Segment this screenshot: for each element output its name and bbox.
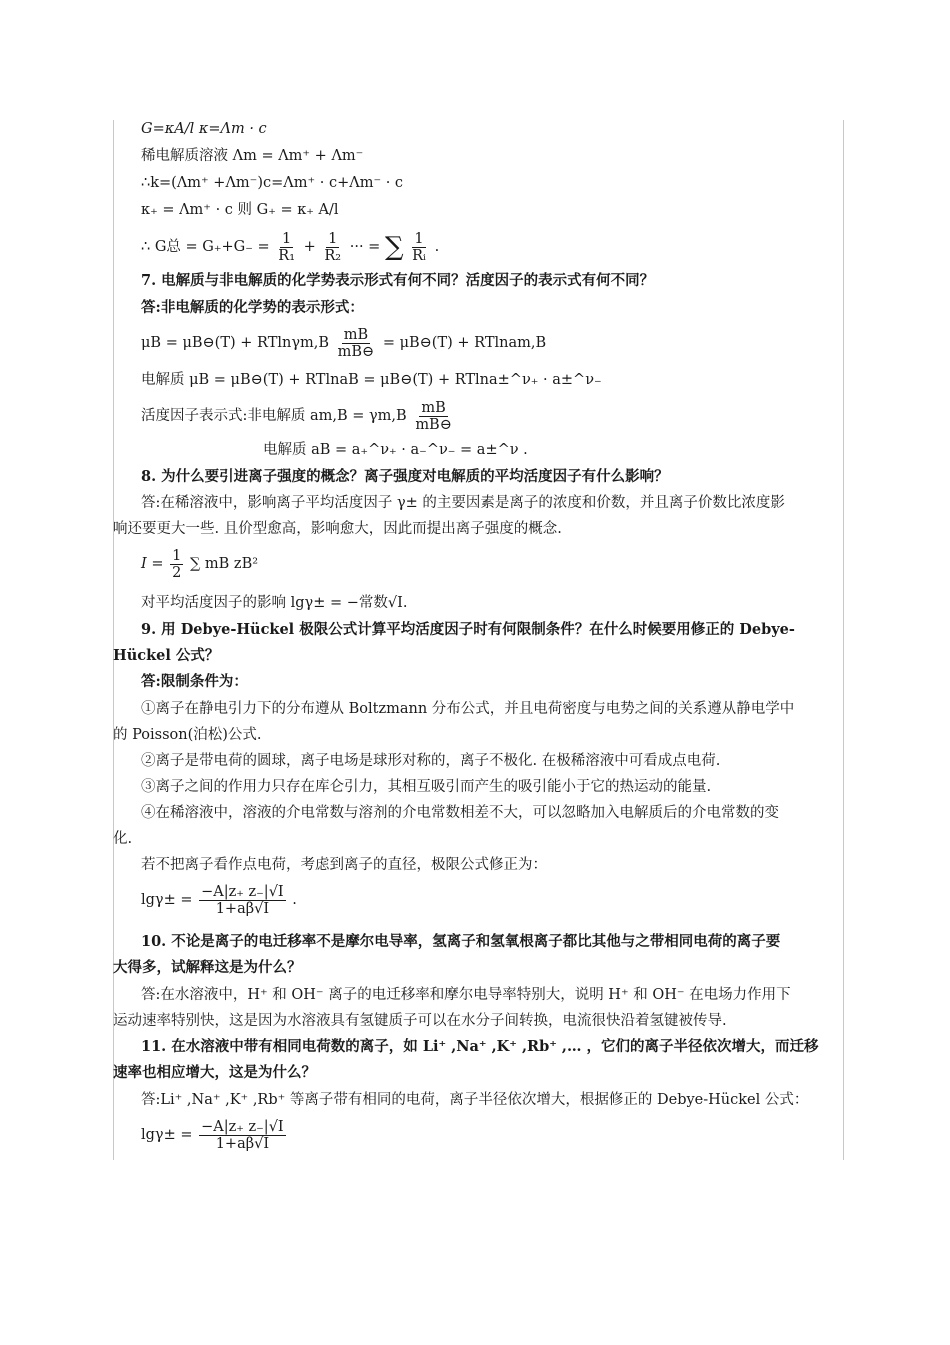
answer-7-intro: 答:非电解质的化学势的表示形式： [141, 299, 364, 316]
formula-debye-huckel-2 [141, 1118, 288, 1152]
question-11-line2: 速率也相应增大，这是为什么？ [113, 1064, 316, 1081]
condition-1-line2: 的 Poisson(泊松)公式. [113, 727, 262, 743]
formula-debye-huckel-1 [141, 883, 297, 917]
fraction-1-r2: $\frac{1}{\text{R₂}}$ [324, 230, 342, 264]
activity-factor-label: 活度因子表示式:非电解质 am,B = γm,B [141, 408, 407, 424]
ellipsis-equals: ··· = [349, 239, 381, 255]
condition-4-line1: ④在稀溶液中，溶液的介电常数与溶剂的介电常数相差不大，可以忽略加入电解质后的介电常数的变 [141, 805, 779, 821]
lg-gamma-label: lgγ± = [141, 892, 193, 908]
answer-11-line1: 答:Li⁺ ,Na⁺ ,K⁺ ,Rb⁺ 等离子带有相同的电荷，离子半径依次增大，根据修正的 Debye-Hückel 公式： [141, 1092, 809, 1108]
condition-2: ②离子是带电荷的圆球，离子电场是球形对称的，离子不极化. 在极稀溶液中可看成点电荷. [141, 753, 721, 769]
question-10-line1: 10. 不论是离子的电迁移率不是摩尔电导率，氢离子和氢氧根离子都比其他与之带相同电荷的离子要 [141, 933, 781, 950]
answer-10-line2: 运动速率特别快，这是因为水溶液具有氢键质子可以在水分子间转换，电流很快沿着氢键被传导. [113, 1013, 727, 1029]
formula-conductance: G=κA/l κ=Λm · c [141, 121, 267, 137]
fraction-debye-huckel-1: $\frac{-A|z_+ z_-|√I}{1+a\beta√I}$ [201, 883, 284, 917]
activity-factor-nonelectrolyte [141, 399, 456, 433]
formula-k: ∴k=(Λm⁺ +Λm⁻)c=Λm⁺ · c+Λm⁻ · c [141, 175, 404, 191]
fraction-1-ri: $\frac{1}{\text{Rᵢ}}$ [412, 230, 426, 264]
question-9-line2: Hückel 公式？ [113, 647, 220, 664]
question-9-line1: 9. 用 Debye-Hückel 极限公式计算平均活度因子时有何限制条件？在什么时候要用修正的 Debye- [141, 621, 795, 638]
condition-4-line2: 化. [113, 831, 133, 847]
question-7: 7. 电解质与非电解质的化学势表示形式有何不同？活度因子的表示式有何不同？ [141, 272, 655, 289]
formula-kappa-plus: κ₊ = Λm⁺ · c 则 G₊ = κ₊ A/l [141, 202, 339, 218]
plus-sign: + [303, 239, 316, 255]
formula-ionic-strength [141, 547, 258, 581]
g-total-text: ∴ G总 = G₊+G₋ = [141, 239, 270, 255]
lg-gamma-label-2: lgγ± = [141, 1127, 193, 1143]
fraction-debye-huckel-2: $\frac{-A|z_+ z_-|√I}{1+a\beta√I}$ [201, 1118, 284, 1152]
sum-symbol: ∑ [384, 232, 404, 262]
ionic-strength-sum: ∑ mB zB² [189, 556, 259, 572]
answer-10-line1: 答:在水溶液中，H⁺ 和 OH⁻ 离子的电迁移率和摩尔电导率特别大，说明 H⁺ 和 OH⁻ 在电场力作用下 [141, 987, 791, 1003]
formula-g-total [141, 230, 439, 264]
condition-1-line1: ①离子在静电引力下的分布遵从 Boltzmann 分布公式，并且电荷密度与电势之间的关系遵从静电学中 [141, 701, 795, 717]
ionic-strength-effect: 对平均活度因子的影响 lgγ± = −常数√I. [141, 595, 408, 611]
question-8: 8. 为什么要引进离子强度的概念？离子强度对电解质的平均活度因子有什么影响？ [141, 468, 669, 485]
fraction-one-half: $\frac{1}{2}$ [172, 547, 182, 581]
activity-factor-electrolyte: 电解质 aB = a₊^ν₊ · a₋^ν₋ = a±^ν . [263, 442, 528, 458]
mu-b-left: μB = μB⊖(T) + RTlnγm,B [141, 335, 330, 351]
question-10-line2: 大得多，试解释这是为什么？ [113, 959, 302, 976]
condition-3: ③离子之间的作用力只存在库仑引力，其相互吸引而产生的吸引能小于它的热运动的能量. [141, 779, 712, 795]
ionic-strength-label: I = [141, 556, 164, 572]
period: . [292, 892, 297, 908]
fraction-1-r1: $\frac{1}{\text{R₁}}$ [278, 230, 296, 264]
corrected-formula-intro: 若不把离子看作点电荷，考虑到离子的直径，极限公式修正为： [141, 857, 547, 873]
mu-b-right: = μB⊖(T) + RTlnam,B [382, 335, 547, 351]
formula-mu-nonelectrolyte [141, 326, 546, 360]
period: . [434, 239, 440, 255]
question-11-line1: 11. 在水溶液中带有相同电荷数的离子，如 Li⁺ ,Na⁺ ,K⁺ ,Rb⁺ ,… ，它们的离子半径依次增大，而迁移 [141, 1038, 819, 1055]
answer-8-line1: 答:在稀溶液中，影响离子平均活度因子 γ± 的主要因素是离子的浓度和价数，并且离子价数比浓度影 [141, 495, 785, 511]
answer-9-intro: 答:限制条件为： [141, 673, 248, 690]
fraction-mb-mb0-2: $\frac{mB}{mB⊖}$ [415, 399, 452, 433]
answer-8-line2: 响还要更大一些. 且价型愈高，影响愈大，因此而提出离子强度的概念. [113, 521, 562, 537]
formula-mu-electrolyte: 电解质 μB = μB⊖(T) + RTlnaB = μB⊖(T) + RTlna±^ν₊ · a±^ν₋ [141, 372, 602, 388]
fraction-mb-mb0: $\frac{mB}{mB⊖}$ [337, 326, 375, 360]
formula-dilute-electrolyte: 稀电解质溶液 Λm = Λm⁺ + Λm⁻ [141, 148, 364, 164]
